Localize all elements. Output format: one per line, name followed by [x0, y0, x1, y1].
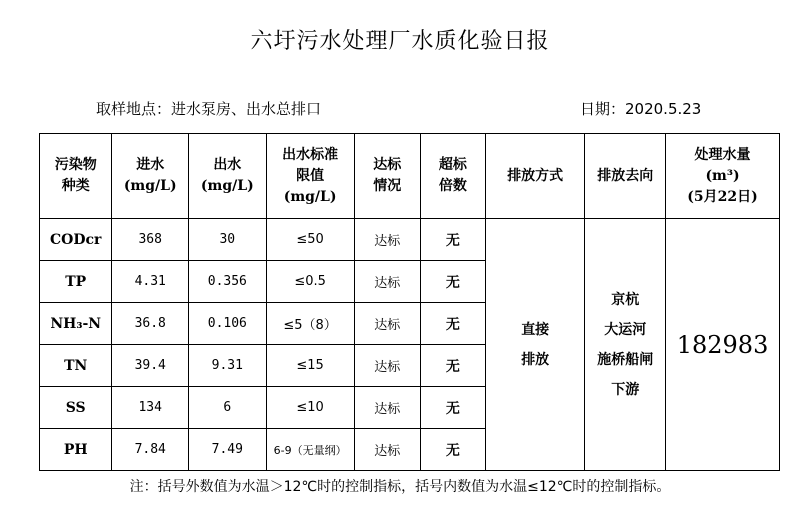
excess-cell: 无: [420, 387, 485, 429]
compliance-cell: 达标: [354, 429, 420, 471]
effluent-cell: 30: [189, 219, 267, 261]
influent-cell: 7.84: [112, 429, 189, 471]
sampling-location: 取样地点：进水泵房、出水总排口: [96, 100, 322, 118]
pollutant-cell: SS: [40, 387, 112, 429]
header-discharge-method: 排放方式: [486, 134, 585, 219]
report-title: 六圩污水处理厂水质化验日报: [250, 29, 550, 54]
limit-cell: 6-9（无量纲）: [266, 429, 354, 471]
influent-cell: 4.31: [112, 261, 189, 303]
treated-volume-cell: 182983: [666, 219, 780, 471]
pollutant-cell: NH₃-N: [40, 303, 112, 345]
influent-cell: 39.4: [112, 345, 189, 387]
compliance-cell: 达标: [354, 303, 420, 345]
header-volume: 处理水量 (m³) (5月22日): [666, 134, 780, 219]
effluent-cell: 6: [189, 387, 267, 429]
limit-cell: ≤5（8）: [266, 303, 354, 345]
influent-cell: 36.8: [112, 303, 189, 345]
discharge-method-cell: 直接 排放: [486, 219, 585, 471]
header-discharge-destination: 排放去向: [585, 134, 666, 219]
footnote: 注：括号外数值为水温＞12℃时的控制指标，括号内数值为水温≤12℃时的控制指标。: [129, 479, 671, 495]
discharge-destination-cell: 京杭 大运河 施桥船闸 下游: [585, 219, 666, 471]
header-excess: 超标 倍数: [420, 134, 485, 219]
compliance-cell: 达标: [354, 219, 420, 261]
effluent-cell: 0.356: [189, 261, 267, 303]
effluent-cell: 7.49: [189, 429, 267, 471]
limit-cell: ≤10: [266, 387, 354, 429]
table-row: [40, 219, 780, 261]
pollutant-cell: TN: [40, 345, 112, 387]
excess-cell: 无: [420, 303, 485, 345]
compliance-cell: 达标: [354, 261, 420, 303]
compliance-cell: 达标: [354, 345, 420, 387]
influent-cell: 368: [112, 219, 189, 261]
effluent-cell: 0.106: [189, 303, 267, 345]
influent-cell: 134: [112, 387, 189, 429]
header-effluent: 出水 (mg/L): [189, 134, 267, 219]
limit-cell: ≤0.5: [266, 261, 354, 303]
header-row: [40, 134, 780, 219]
water-quality-table: [39, 133, 780, 471]
excess-cell: 无: [420, 429, 485, 471]
header-influent: 进水 (mg/L): [112, 134, 189, 219]
excess-cell: 无: [420, 261, 485, 303]
compliance-cell: 达标: [354, 387, 420, 429]
excess-cell: 无: [420, 219, 485, 261]
header-pollutant: 污染物 种类: [40, 134, 112, 219]
excess-cell: 无: [420, 345, 485, 387]
pollutant-cell: TP: [40, 261, 112, 303]
effluent-cell: 9.31: [189, 345, 267, 387]
limit-cell: ≤50: [266, 219, 354, 261]
pollutant-cell: CODcr: [40, 219, 112, 261]
header-limit: 出水标准 限值 (mg/L): [266, 134, 354, 219]
limit-cell: ≤15: [266, 345, 354, 387]
report-date: 日期：2020.5.23: [580, 100, 702, 118]
header-compliance: 达标 情况: [354, 134, 420, 219]
pollutant-cell: PH: [40, 429, 112, 471]
